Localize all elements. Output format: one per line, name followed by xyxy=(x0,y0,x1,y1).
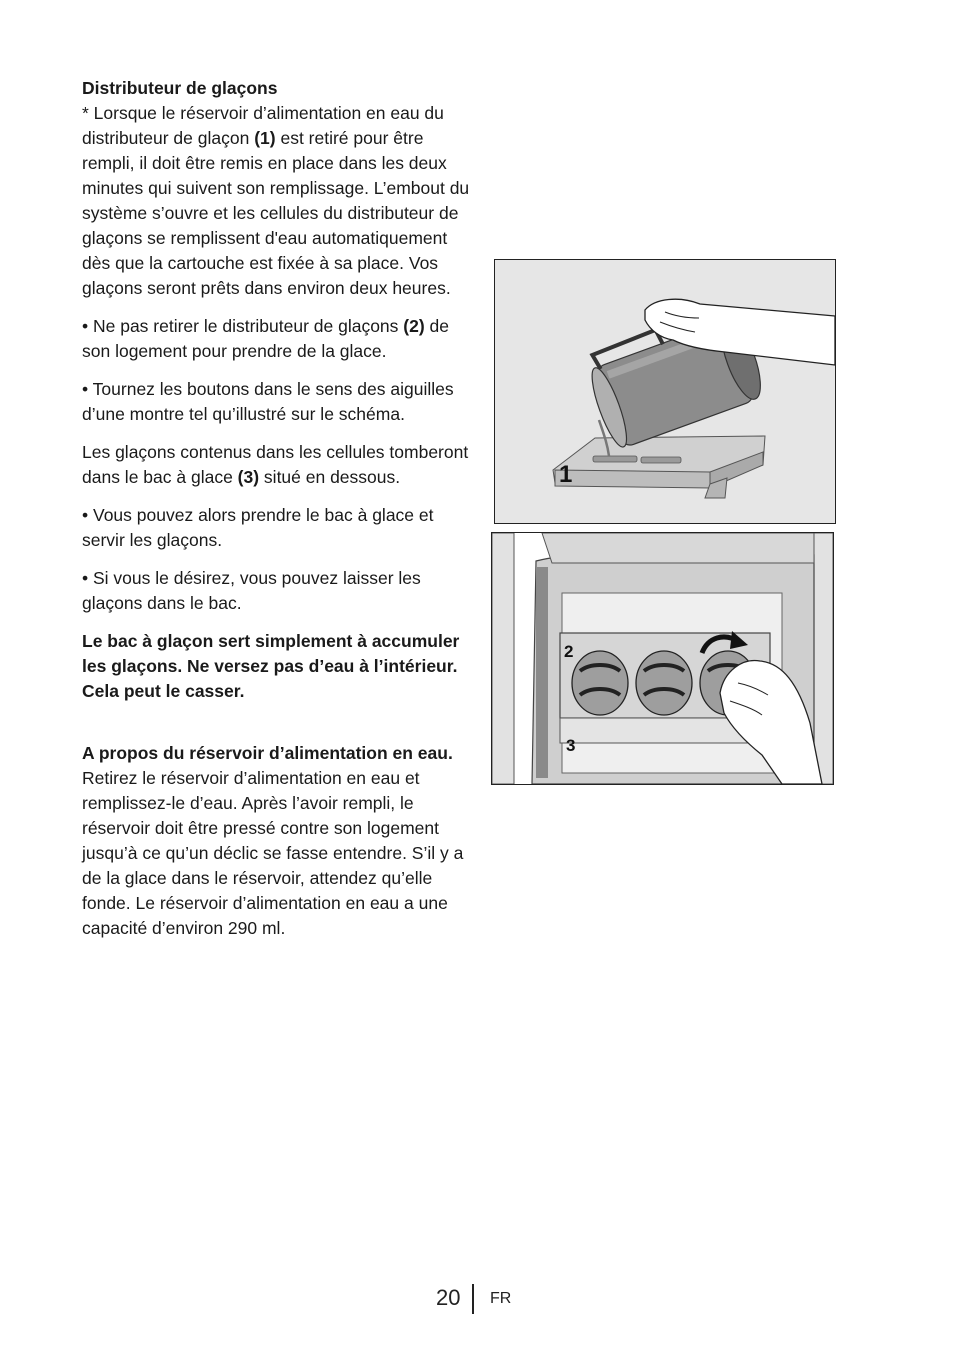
warning-text: Le bac à glaçon sert simplement à accumuler les glaçons. Ne versez pas d’eau à l’intérieur. Cela peut le casser. xyxy=(82,631,460,701)
figure-filling-reservoir xyxy=(494,259,836,524)
p4-text-a: Les glaçons contenus dans les cellules tomberont dans le bac à glace xyxy=(82,442,469,487)
p1-text-b: est retiré pour être rempli, il doit être remis en place dans les deux minutes qui suivent son remplissage. L’embout du système s’ouvre et les cellules du distributeur de glaçons se remplissent d'eau automatiquement dès que la cartouche est fixée à sa place. Vos glaçons seront prêts dans environ deux heures. xyxy=(82,128,470,298)
heading-water-reservoir: A propos du réservoir d’alimentation en eau. xyxy=(82,743,453,763)
bullet-leave-ice: • Si vous le désirez, vous pouvez laisser les glaçons dans le bac. xyxy=(82,568,421,613)
knob-left xyxy=(572,651,628,715)
figure-label-2: 2 xyxy=(564,642,574,661)
ref-3: (3) xyxy=(237,467,260,487)
figure-turning-knobs-drawing xyxy=(492,533,833,784)
p4-text-b: situé en dessous. xyxy=(259,467,401,487)
figure-label-1: 1 xyxy=(559,461,573,488)
language-code: FR xyxy=(490,1290,512,1307)
text-column xyxy=(82,76,470,954)
figure-filling-reservoir-drawing xyxy=(495,260,835,523)
figure-turning-knobs xyxy=(491,532,834,785)
bullet-take-tray: • Vous pouvez alors prendre le bac à glace et servir les glaçons. xyxy=(82,505,434,550)
p2-text-a: • Ne pas retirer le distributeur de glaçons xyxy=(82,316,404,336)
footer-divider xyxy=(472,1284,474,1314)
figure-label-3: 3 xyxy=(566,736,576,755)
spacer xyxy=(82,717,470,741)
ref-1: (1) xyxy=(254,128,276,148)
p1-text-a: * Lorsque le réservoir d’alimentation en eau du distributeur de glaçon xyxy=(82,103,444,148)
water-reservoir-body: Retirez le réservoir d’alimentation en eau et remplissez-le d’eau. Après l’avoir rempli, le réservoir doit être pressé contre son logement jusqu’à ce qu’un déclic se fasse entendre. S’il y a de la glace dans le réservoir, attendez qu’elle fonde. Le réservoir d’alimentation en eau a une capacité d’environ 290 ml. xyxy=(82,768,464,938)
page-footer xyxy=(0,1284,954,1316)
section-ice-dispenser xyxy=(82,76,470,301)
section-water-reservoir xyxy=(82,741,470,941)
bullet-do-not-remove xyxy=(82,314,470,364)
knob-middle xyxy=(636,651,692,715)
bullet-turn-knobs: • Tournez les boutons dans le sens des aiguilles d’une montre tel qu’illustré sur le schéma. xyxy=(82,379,454,424)
heading-ice-dispenser: Distributeur de glaçons xyxy=(82,78,278,98)
paragraph-ice-fall xyxy=(82,440,470,490)
page-number: 20 xyxy=(436,1285,461,1310)
ref-2: (2) xyxy=(403,316,425,336)
p2-text-b: de son logement pour prendre de la glace. xyxy=(82,316,449,361)
